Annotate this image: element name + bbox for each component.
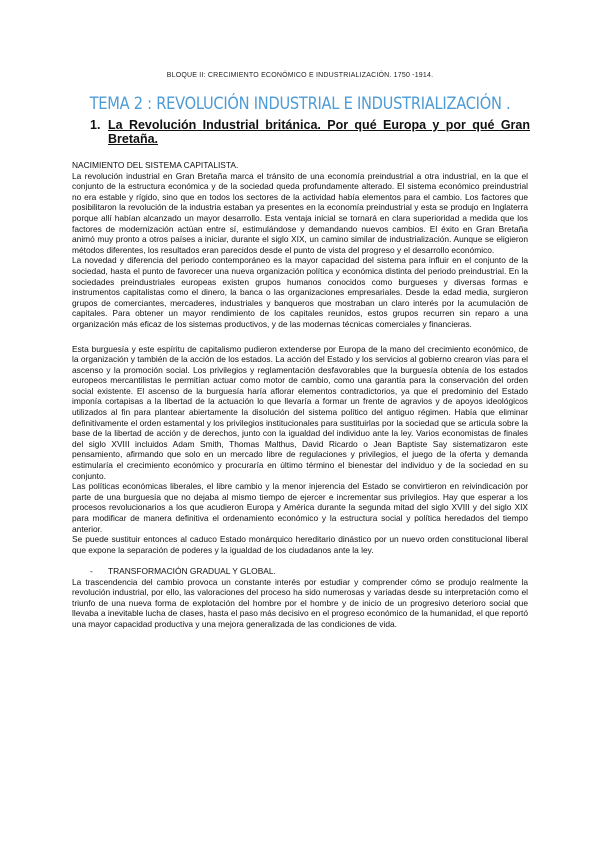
paragraph: La trascendencia del cambio provoca un constante interés por estudiar y comprender cómo se produjo realmente la revolución industrial, por ello, las valoraciones del proceso ha sido numerosas y variadas desde su interpretación como el triunfo de una nueva forma de explotación del hombre por el hombre y de inicio de un progresivo deterioro social que llevaba a inevitable lucha de clases, hasta el paso más decisivo en el progreso económico de la humanidad, el que reportó una mayor capacidad productiva y una mejora generalizada de las condiciones de vida.: [72, 576, 528, 629]
block-header: BLOQUE II: CRECIMIENTO ECONÓMICO E INDUSTRIALIZACIÓN. 1750 -1914.: [166, 72, 434, 79]
bullet-dash: -: [90, 565, 93, 576]
subsection-heading: [72, 566, 528, 577]
document-body: [72, 160, 528, 630]
chapter-title: TEMA 2 : REVOLUCIÓN INDUSTRIAL E INDUSTRIALIZACIÓN .: [89, 94, 511, 114]
paragraph: Se puede sustituir entonces al caduco Estado monárquico hereditario dinástico por un nuevo orden constitucional liberal que expone la separación de poderes y la igualdad de los ciudadanos ante la ley.: [72, 534, 528, 555]
paragraph: La revolución industrial en Gran Bretaña marca el tránsito de una economía preindustrial a otra industrial, en la que el conjunto de la estructura económica y de la sociedad queda profundamente alterado. El sistema económico preindustrial no era estable y rígido, sino que en todos los sectores de la actividad había elementos para el cambio. Los factores que posibilitaron la revolución de la industria estaban ya presentes en la economía preindustrial y esta se produjo en Inglaterra porque allí habían alcanzado un mayor desarrollo. Esta ventaja inicial se tornará en clara superioridad a medida que los factores de modernización actúan entre sí, estimulándose y demandando nuevos cambios. El éxito en Gran Bretaña animó muy pronto a otros países a iniciar, durante el siglo XIX, un camino similar de industrialización. Aunque se eligieron métodos diferentes, los resultados eran parecidos desde el punto de vista del progreso y el desarrollo económico.: [72, 170, 528, 255]
paragraph: La novedad y diferencia del periodo contemporáneo es la mayor capacidad del sistema para influir en el conjunto de la sociedad, hasta el punto de favorecer una nueva organización política y económica distinta del periodo preindustrial. En la sociedades preindustriales europeas existen grupos humanos conocidos como burgueses y diversas formas e instrumentos capitalistas como el dinero, la banca o las organizaciones empresariales. Desde la edad media, surgieron grupos de comerciantes, mercaderes, industriales y banqueros que mostraban un claro interés por la acumulación de capitales. Para obtener un mayor rendimiento de los capitales reunidos, estos grupos recurren sin reparo a una organización más eficaz de los sistemas productivos, y de las modernas técnicas comerciales y financieras.: [72, 255, 528, 329]
section-title: La Revolución Industrial británica. Por qué Europa y por qué Gran Bretaña.: [108, 118, 530, 146]
section-heading: [90, 118, 530, 146]
subsection-title: NACIMIENTO DEL SISTEMA CAPITALISTA.: [72, 160, 239, 170]
paragraph: Esta burguesía y este espíritu de capitalismo pudieron extenderse por Europa de la mano del crecimiento económico, de la organización y también de la acción de los estados. La acción del Estado y los servicios al gobierno crearon vías para el ascenso y la promoción social. Los privilegios y reglamentación desfavorables que la burguesía obtenía de los estados europeos mercantilistas le permitían actuar como motor de cambio, como una garantía para la conservación del orden social existente. El ascenso de la burguesía haría aflorar elementos contradictorios, ya que el predominio del Estado imponía cortapisas a la libertad de la actuación lo que llevaría a formar un frente de agravios y de apoyos ideológicos utilizados al fin para plantear abiertamente la disolución del sistema político del antiguo régimen. Había que eliminar definitivamente el orden estamental y los privilegios institucionales para sustituirlas por la sociedad que se articula sobre la base de la libertad de acción y de derechos, junto con la igualdad del individuo ante la ley. Varios economistas de finales del siglo XVIII incluidos Adam Smith, Thomas Malthus, David Ricardo o Jean Baptiste Say sistematizaron este pensamiento, afirmando que solo en un mercado libre de regulaciones y privilegios, el juego de la oferta y demanda estimularía el crecimiento económico y procuraría en último término el bienestar del individuo y de la sociedad en su conjunto.: [72, 343, 528, 481]
subsection-title: TRANSFORMACIÓN GRADUAL Y GLOBAL.: [108, 565, 276, 576]
section-number: 1.: [90, 118, 101, 132]
paragraph: Las políticas económicas liberales, el libre cambio y la menor injerencia del Estado se convirtieron en reivindicación por parte de una burguesía que no dejaba al mismo tiempo de ejercer e incrementar sus privilegios. Hay que esperar a los procesos revolucionarios a los que acudieron Europa y América durante la segunda mitad del siglo XVIII y del siglo XIX para modificar de manera definitiva el ordenamiento económico y la estructura social y política heredados del tiempo anterior.: [72, 481, 528, 534]
